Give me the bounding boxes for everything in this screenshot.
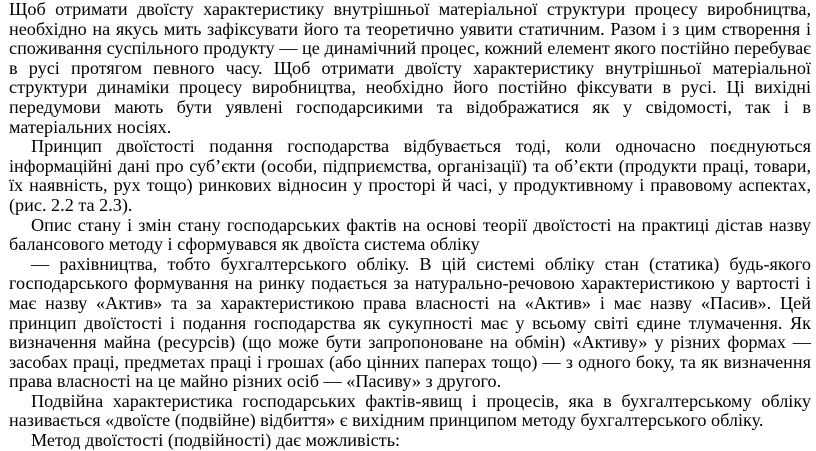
- paragraph-duality-principle: Принцип двоїстості подання господарства відбувається тоді, коли одночасно поєднуються інформаційні дані про суб’єкти (особи, підприємства, організації) та об’єкти (продукти праці, товари, їх наявність, рух тощо) ринкових відносин у просторі й часі, у продуктивному і правовому аспектах, (рис. 2.2 та 2.3).: [9, 136, 811, 215]
- paragraph-method-intro: Метод двоїстості (подвійності) дає можливість:: [31, 430, 401, 451]
- paragraph-double-entry: Подвійна характеристика господарських фактів-явищ і процесів, яка в бухгалтерському обліку називається «двоїсте (подвійне) відбиття» є вихідним принципом методу бухгалтерського обліку.: [9, 390, 811, 431]
- paragraph-intro: Щоб отримати двоїсту характеристику внутрішньої матеріальної структури процесу виробництва, необхідно на якусь мить зафіксувати його та теоретично уявити статичним. Разом і з цим створення і споживання суспільного продукту — це динамічний процес, кожний елемент якого постійно перебуває в русі протягом певного часу. Щоб отримати двоїсту характеристику внутрішньої матеріальної структури динаміки процесу виробництва, необхідно його постійно фіксувати в русі. Ці вихідні передумови мають бути уявлені господарсикими та відображатися як у свідомості, так і в матеріальних носіях.: [9, 0, 811, 137]
- document-page: [9, 0, 811, 451]
- paragraph-bookkeeping: — рахівництва, тобто бухгалтерського обліку. В цій системі обліку стан (статика) будь-якого господарського формування на ринку подається за натурально-речовою характеристикою у вартості і має назву «Актив» та за характеристикою права власності на «Актив» і має назву «Пасив». Цей принцип двоїстості і подання господарства як сукупності має у всьому світі єдине тлумачення. Як визначення майна (ресурсів) (що може бути запропоноване на обмін) «Активу» у різних формах — засобах праці, предметах праці і грошах (або цінних паперах тощо) — з одного боку, та як визначення права власності на це майно різних осіб — «Пасиву» з другого.: [9, 253, 811, 392]
- paragraph-balance-method: Опис стану і змін стану господарських фактів на основі теорії двоїстості на практиці дістав назву балансового методу і сформувався як двоїста система обліку: [9, 214, 811, 255]
